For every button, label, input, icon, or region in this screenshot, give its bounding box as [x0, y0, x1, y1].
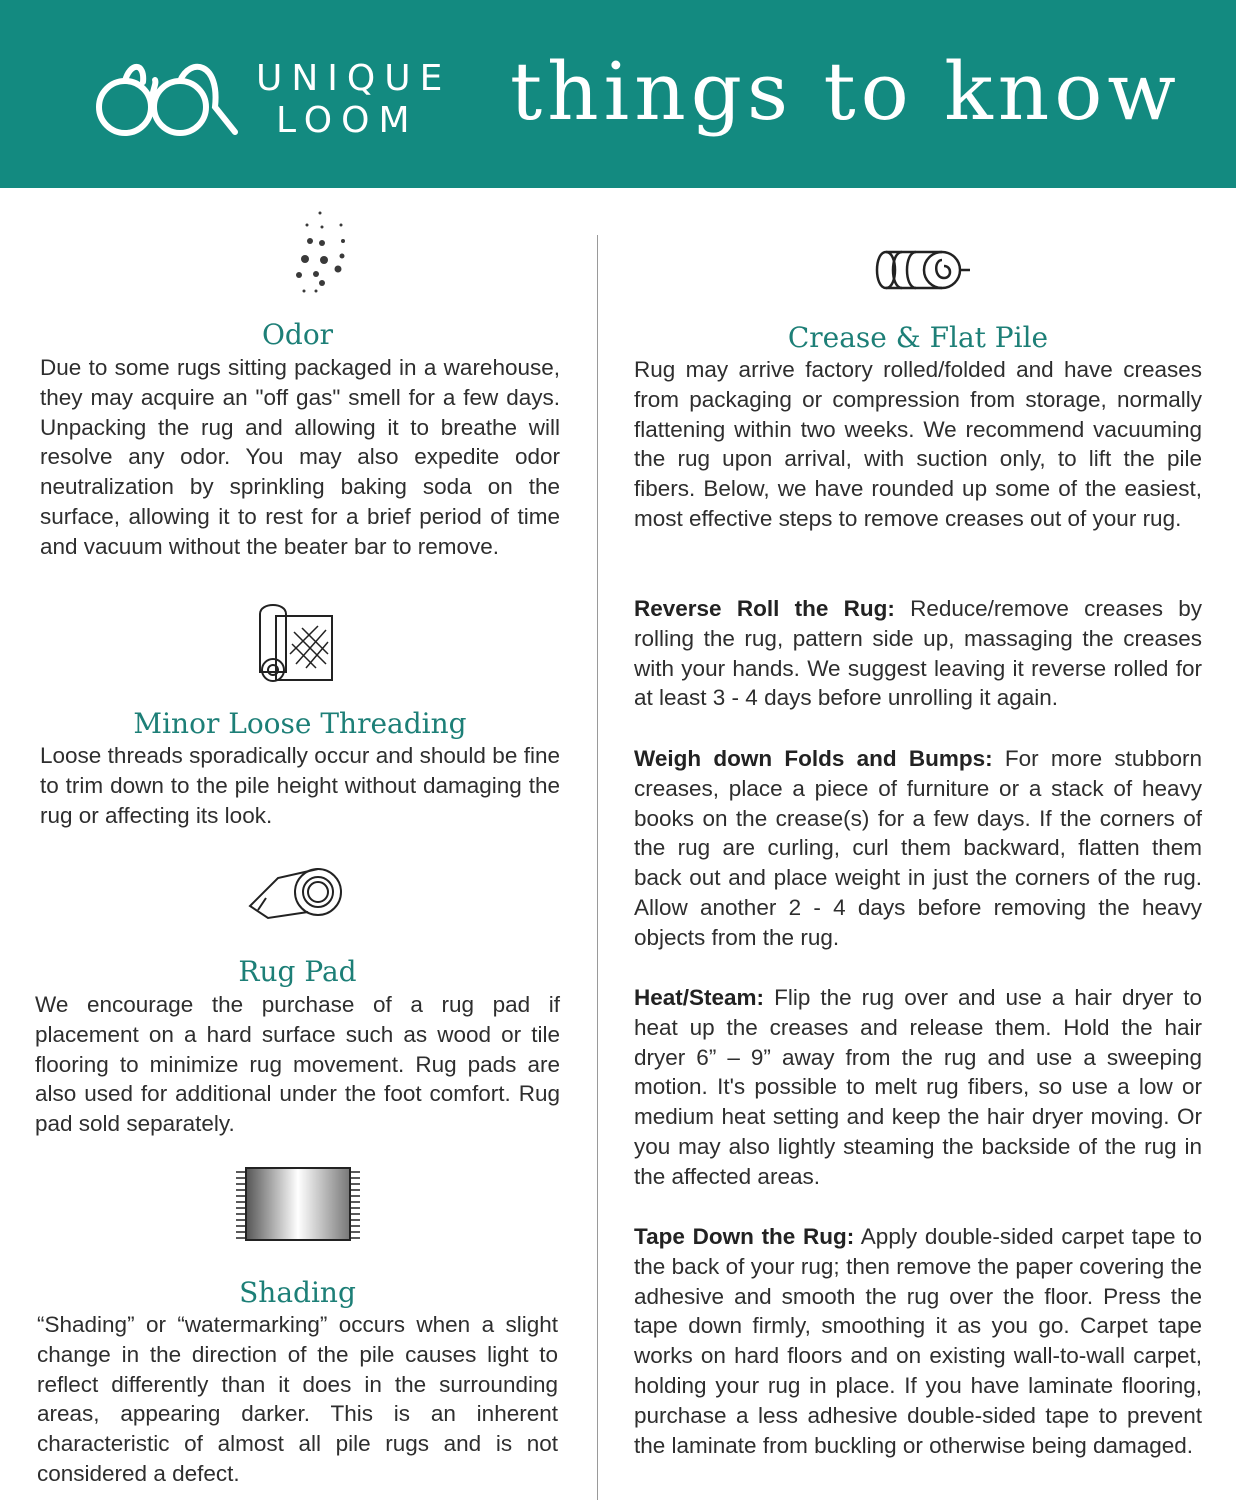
odor-heading: Odor	[261, 318, 334, 351]
odor-dots-icon	[280, 208, 350, 298]
odor-text: Due to some rugs sitting packaged in a warehouse, they may acquire an "off gas" smell for a few days. Unpacking the rug and allowing it to breathe will resolve any odor. You may also expedite odor neutralization by sprinkling baking soda on the surface, allowing it to rest for a brief period of time and vacuum without the beater bar to remove.	[40, 355, 560, 559]
header-banner	[0, 0, 1236, 188]
step-title: Tape Down the Rug:	[634, 1224, 855, 1249]
step-text: Apply double-sided carpet tape to the back of your rug; then remove the paper covering the adhesive and smooth the rug over the floor. Press the tape down firmly, smoothing it as you go. Carpet tape works on hard floors and on existing wall-to-wall carpet, holding your rug in place. If you have laminate flooring, purchase a less adhesive double-sided tape to prevent the laminate from buckling or otherwise being damaged.	[634, 1224, 1202, 1458]
shading-text: “Shading” or “watermarking” occurs when a slight change in the direction of the pile causes light to reflect differently than it does in the surrounding areas, appearing darker. This is an inherent characteristic of almost all pile rugs and is not considered a defect.	[37, 1312, 558, 1486]
column-divider	[597, 235, 598, 1500]
step-text: Reduce/remove creases by rolling the rug, pattern side up, massaging the creases with your hands. We suggest leaving it reverse rolled for at least 3 - 4 days before unrolling it again.	[634, 596, 1202, 711]
threading-text: Loose threads sporadically occur and should be fine to trim down to the pile height without damaging the rug or affecting its look.	[40, 743, 560, 828]
threading-heading: Minor Loose Threading	[133, 707, 467, 740]
step-title: Weigh down Folds and Bumps:	[634, 746, 993, 771]
step-text: Flip the rug over and use a hair dryer to heat up the creases and release them. Hold the hair dryer 6” – 9” away from the rug and use a sweeping motion. It's possible to melt rug fibers, so use a low or medium heat setting and keep the hair dryer moving. Or you may also lightly steaming the backside of the rug in the affected areas.	[634, 985, 1202, 1189]
brand-line-2: LOOM	[276, 100, 419, 141]
unique-loom-logo-icon	[95, 52, 245, 142]
step-title: Heat/Steam:	[634, 985, 765, 1010]
step-heat-steam	[634, 983, 1202, 1192]
shaded-rug-icon	[234, 1166, 362, 1242]
step-tape-down	[634, 1222, 1202, 1460]
loose-thread-rug-icon	[256, 602, 336, 686]
crease-heading: Crease & Flat Pile	[787, 321, 1049, 354]
brand-line-1: UNIQUE	[256, 58, 452, 99]
shading-heading: Shading	[239, 1276, 356, 1309]
rolled-pad-icon	[248, 866, 346, 922]
rolled-rug-icon	[872, 248, 974, 292]
rug-pad-heading: Rug Pad	[238, 955, 357, 988]
step-text: For more stubborn creases, place a piece of furniture or a stack of heavy books on the crease(s) for a few days. If the corners of the rug are curling, curl them backward, flatten them back out and place weight in just the corners of the rug. Allow another 2 - 4 days before removing the heavy objects from the rug.	[634, 746, 1202, 950]
rug-pad-text: We encourage the purchase of a rug pad if placement on a hard surface such as wood or tile flooring to minimize rug movement. Rug pads are also used for additional under the foot comfort. Rug pad sold separately.	[35, 992, 560, 1137]
step-weigh-down	[634, 744, 1202, 953]
brand-name	[256, 58, 451, 142]
step-title: Reverse Roll the Rug:	[634, 596, 895, 621]
step-reverse-roll	[634, 594, 1202, 713]
crease-intro-text: Rug may arrive factory rolled/folded and have creases from packaging or compression from storage, normally flattening within two weeks. We recommend vacuuming the rug upon arrival, with suction only, to lift the pile fibers. Below, we have rounded up some of the easiest, most effective steps to remove creases out of your rug.	[634, 357, 1202, 531]
page-title: things to know	[510, 45, 1181, 138]
